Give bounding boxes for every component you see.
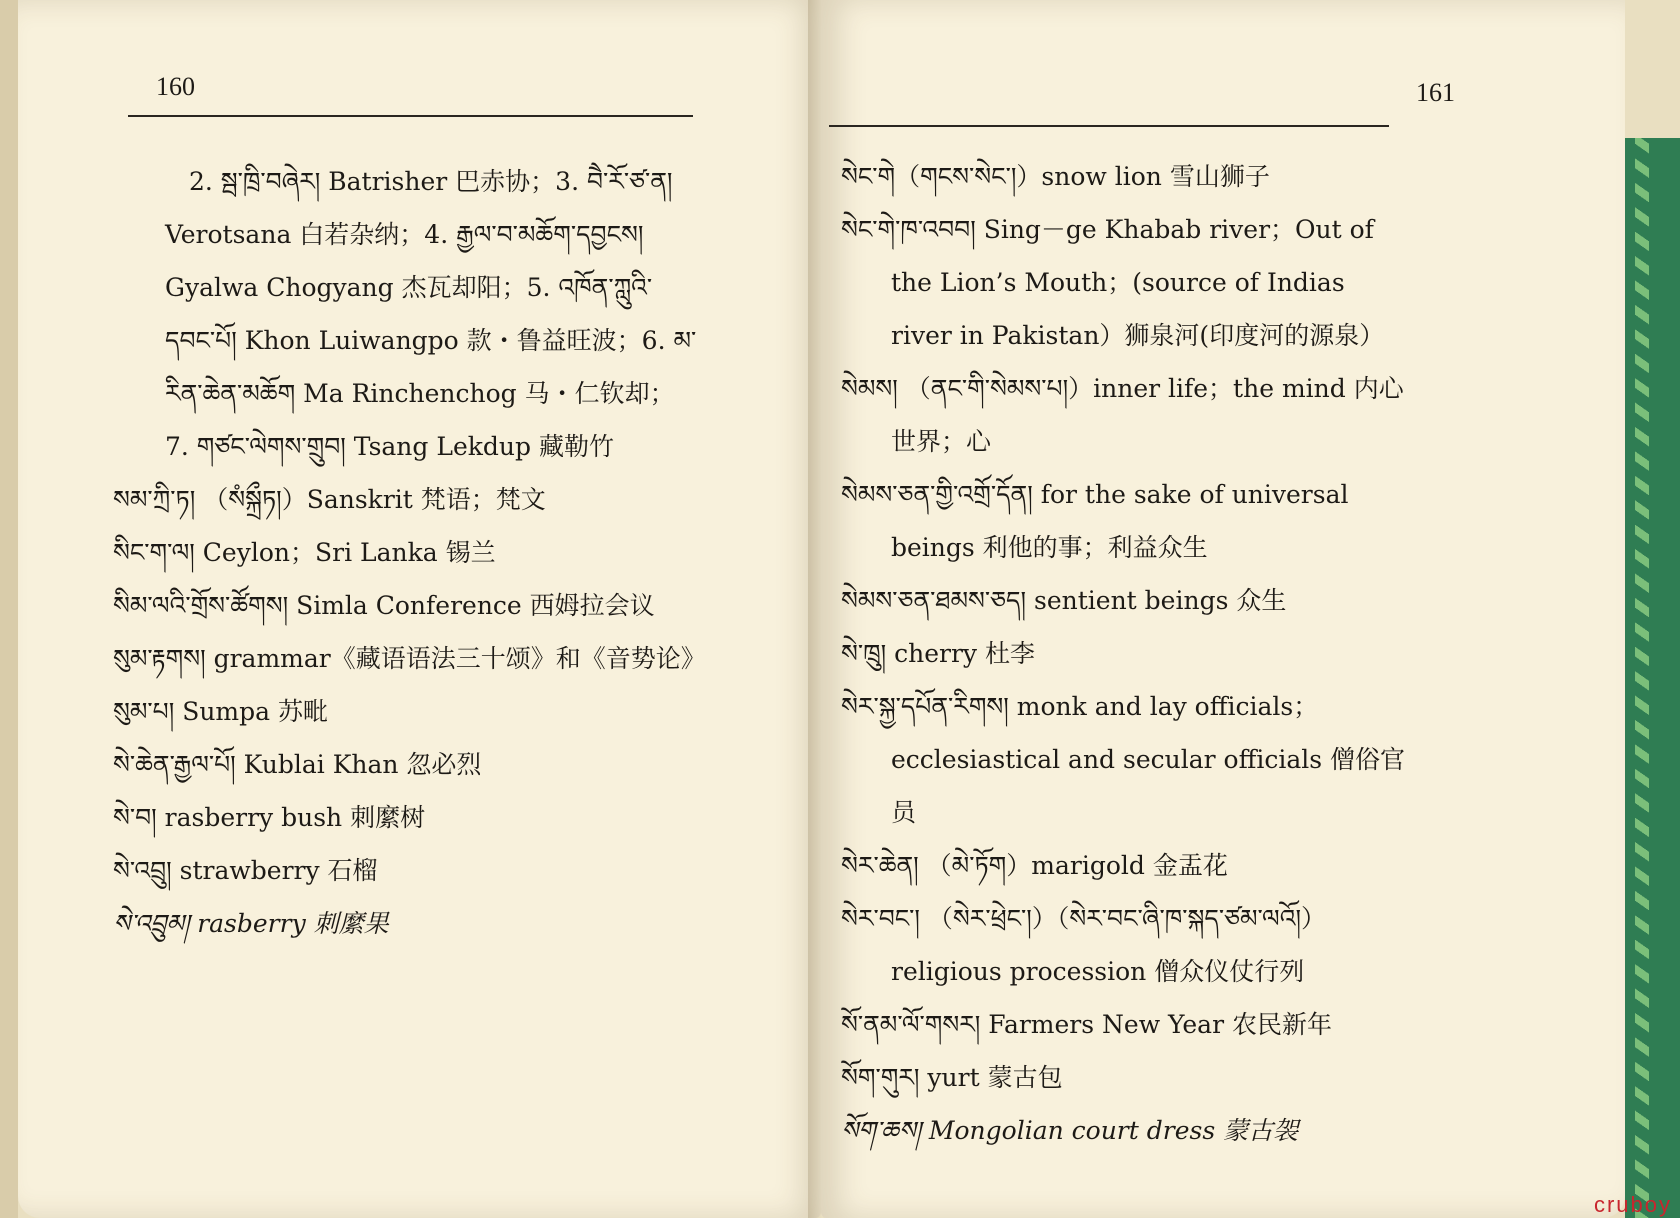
list-item: སེ་ཆེན་རྒྱལ་པོ། Kublai Khan 忽必烈 [113,750,482,779]
list-item: སོག་གུར། yurt 蒙古包 [841,1063,1063,1092]
list-item: སེམས་ཅན་གྱི་འགྲོ་དོན། for the sake of universal beings 利他的事；利益众生 [841,480,1349,562]
list-item: སེ་བ། rasberry bush 刺縻树 [113,803,426,832]
list-item: 2. སྦ་ཁྲི་བཞེར། Batrisher 巴赤协；3. བཻ་རོ་ཙ་ན། Verotsana 白若杂纳；4. རྒྱལ་བ་མཆོག་དབྱངས། Gyalwa Chogyang 杰瓦却阳；5. འཁོན་ཀླུའི་དབང་པོ། Khon Luiwangpo 款・鲁益旺波；6. མ་རིན་ཆེན་མཆོག Ma Rinchenchog 马・仁钦却；7. གཙང་ལེགས་གྲུབ། Tsang Lekdup 藏勒竹 [165,167,697,461]
page-number-left: 160 [156,72,195,101]
list-item: སུམ་པ། Sumpa 苏毗 [113,697,328,726]
right-page [821,0,1625,1218]
list-item: སེ་འབྲུམ། rasberry 刺縻果 [113,909,389,938]
list-item: སེམས། （ནང་གི་སེམས་པ།）inner life；the mind 内心世界；心 [841,374,1404,456]
left-page [18,0,821,1218]
list-item: སེང་གེ་ཁ་འབབ། Sing－ge Khabab river；Out of the Lion’s Mouth；(source of Indias river in Pakistan）狮泉河(印度河的源泉） [841,215,1385,350]
list-item: སིང་ག་ལ། Ceylon；Sri Lanka 锡兰 [113,538,496,567]
list-item: སེང་གེ（གངས་སེང་།）snow lion 雪山狮子 [841,162,1270,191]
list-item: སེམས་ཅན་ཐམས་ཅད། sentient beings 众生 [841,586,1287,615]
list-item: སོ་ནམ་ལོ་གསར། Farmers New Year 农民新年 [841,1010,1332,1039]
list-item: སེར་ཆེན། （མེ་ཏོག）marigold 金盂花 [841,851,1228,880]
list-item: སམ་ཀྲི་ཏ། （སཾསྐྲྀཏ།）Sanskrit 梵语；梵文 [113,485,546,514]
right-entries [841,150,1413,1157]
list-item: སིམ་ལའི་གྲོས་ཚོགས། Simla Conference 西姆拉会议 [113,591,655,620]
page-number-right: 161 [1416,78,1455,107]
list-item: སུམ་རྟགས། grammar《藏语语法三十颂》和《音势论》 [113,644,706,673]
header-rule-right [829,125,1389,127]
header-rule-left [128,115,693,117]
list-item: སེ་འབྲུ། strawberry 石榴 [113,856,378,885]
left-entries [113,155,706,950]
scanner-watermark: cruboy [1593,1192,1672,1217]
list-item: སེར་སྐྱ་དཔོན་རིགས། monk and lay officials；ecclesiastical and secular officials 僧俗官员 [841,692,1406,827]
page-edges-left [0,0,18,1218]
list-item: སེར་བང་། （སེར་ཕྲེང་།）（སེར་བང་ཞི་ཁ་སྐད་ཙམ་ལའོ།）religious procession 僧众仪仗行列 [841,904,1326,986]
list-item: སོག་ཆས། Mongolian court dress 蒙古袈 [841,1116,1299,1145]
list-item: སེ་ཁྲུ། cherry 杜李 [841,639,1035,668]
book-cover-edge [1625,138,1680,1218]
